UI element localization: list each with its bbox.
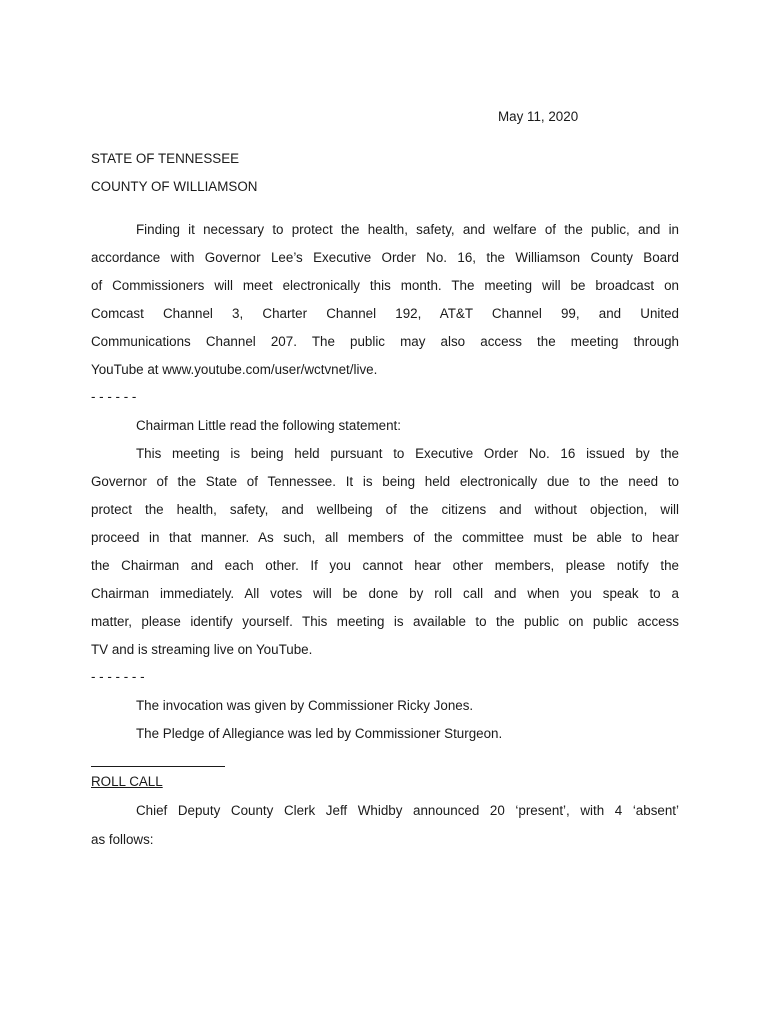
para3-line: Chief Deputy County Clerk Jeff Whidby announced 20 ‘present’, with 4 ‘absent’ [136,803,679,818]
para2-line: proceed in that manner. As such, all members of the committee must be able to hear [91,530,679,545]
document-date: May 11, 2020 [498,109,579,124]
invocation-text: The invocation was given by Commissioner Ricky Jones. [136,698,474,713]
state-heading: STATE OF TENNESSEE [91,151,240,166]
para1-line: Comcast Channel 3, Charter Channel 192, AT&T Channel 99, and United [91,306,679,321]
para2-line: TV and is streaming live on YouTube. [91,642,313,657]
county-heading: COUNTY OF WILLIAMSON [91,179,258,194]
roll-call-heading: ROLL CALL [91,774,163,789]
para2-line: Chairman immediately. All votes will be done by roll call and when you speak to a [91,586,679,601]
para2-line: the Chairman and each other. If you cannot hear other members, please notify the [91,558,679,573]
para2-line: protect the health, safety, and wellbeing of the citizens and without objection, will [91,502,679,517]
separator: - - - - - - - [91,669,145,684]
para2-line: Governor of the State of Tennessee. It is being held electronically due to the need to [91,474,679,489]
statement-intro: Chairman Little read the following statement: [136,418,401,433]
para3-line: as follows: [91,832,154,847]
para1-line: Finding it necessary to protect the health, safety, and welfare of the public, and in [136,222,679,237]
para1-line: accordance with Governor Lee’s Executive Order No. 16, the Williamson County Board [91,250,679,265]
separator: - - - - - - [91,389,137,404]
section-rule [91,766,225,767]
para2-line: matter, please identify yourself. This meeting is available to the public on public access [91,614,679,629]
pledge-text: The Pledge of Allegiance was led by Commissioner Sturgeon. [136,726,503,741]
para2-line: This meeting is being held pursuant to Executive Order No. 16 issued by the [136,446,679,461]
para1-line: YouTube at www.youtube.com/user/wctvnet/live. [91,362,378,377]
para1-line: Communications Channel 207. The public may also access the meeting through [91,334,679,349]
para1-line: of Commissioners will meet electronically this month. The meeting will be broadcast on [91,278,679,293]
